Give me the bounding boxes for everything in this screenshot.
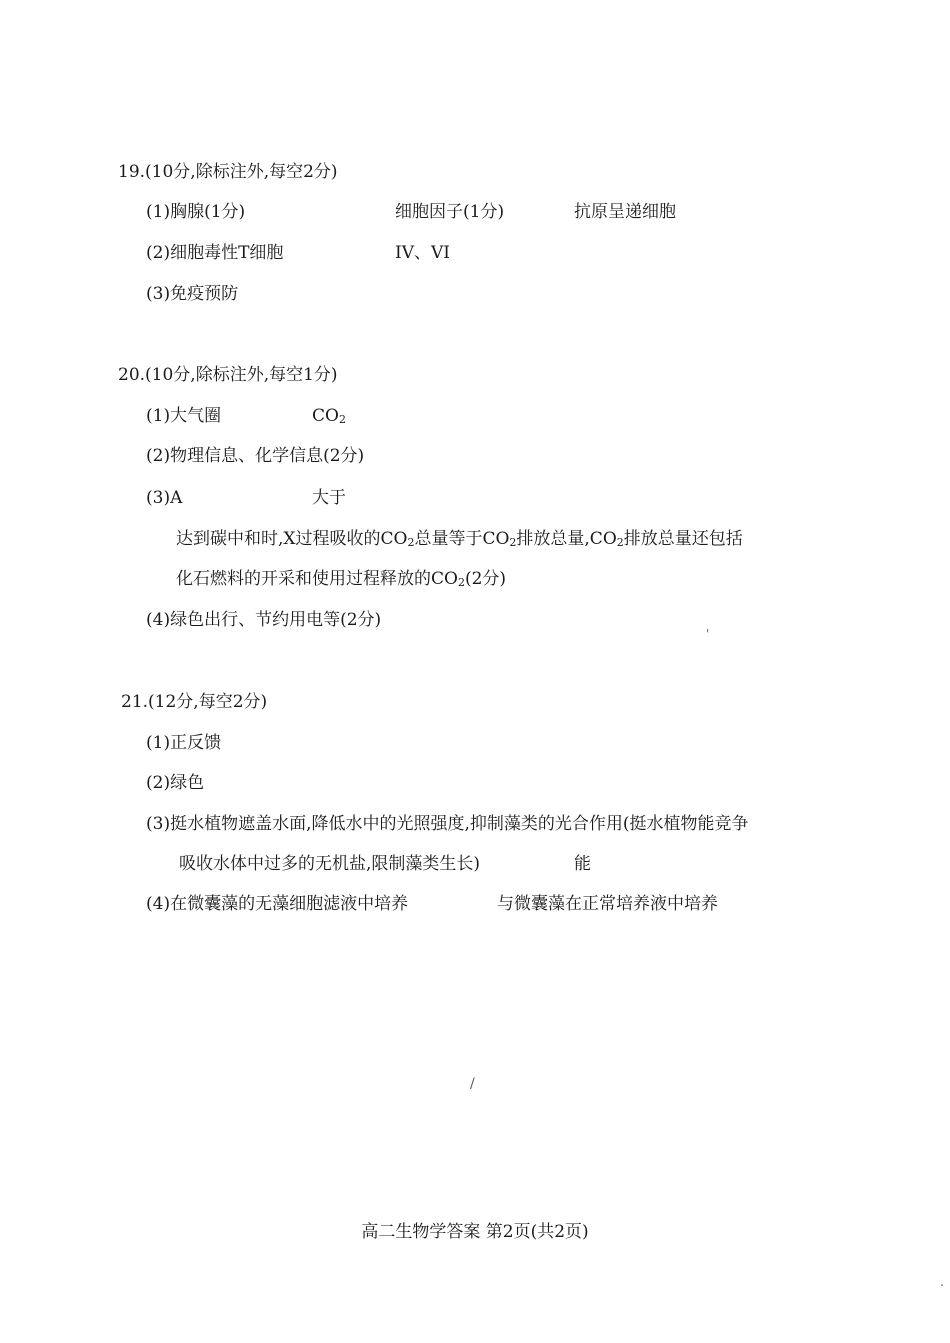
q21-item4-answer-b: 与微囊藻在正常培养液中培养 [497,894,718,914]
q20-item1-answer-a: (1)大气圈 [146,406,222,426]
q21-item4-answer-a: (4)在微囊藻的无藻细胞滤液中培养 [146,894,409,914]
q21-item3-line1: (3)挺水植物遮盖水面,降低水中的光照强度,抑制藻类的光合作用(挺水植物能竞争 [146,814,749,834]
q20-item3-answer-b: 大于 [312,488,346,508]
q21-item1: (1)正反馈 [146,733,222,753]
page-footer: 高二生物学答案 第2页(共2页) [361,1222,589,1242]
q20-item2: (2)物理信息、化学信息(2分) [146,446,365,466]
q20-heading: 20.(10分,除标注外,每空1分) [118,365,338,385]
q19-item2-answer-a: (2)细胞毒性T细胞 [146,243,284,263]
q19-heading: 19.(10分,除标注外,每空2分) [118,162,338,182]
q20-item3-explanation-line2: 化石燃料的开采和使用过程释放的$CO_2(2$分) [176,569,507,589]
q21-heading: 21.(12分,每空2分) [121,692,268,712]
q21-item3-line2 [179,852,779,876]
q19-item1-answer-b: 细胞因子(1分) [395,202,505,222]
q20-item3 [146,486,746,510]
q19-item3: (3)免疫预防 [146,284,239,304]
q20-item1 [146,404,746,428]
q19-item1-answer-a: (1)胸腺(1分) [146,202,246,222]
q20-item3-explanation-line1: 达到碳中和时,X过程吸收的$CO_2$总量等于$CO_2$排放总量$,CO_2$排放总量还包括 [176,529,743,549]
q20-item1-answer-b: $CO_2$ [312,406,346,426]
q21-item3-answer-b: 能 [574,854,591,874]
q20-item3-answer-a: (3)A [146,488,183,508]
q21-item3-answer-a: 吸收水体中过多的无机盐,限制藻类生长) [179,854,481,874]
q21-item2: (2)绿色 [146,773,205,793]
scan-speck: . [940,1275,944,1289]
q19-item2-answer-b: IV、VI [395,243,450,263]
q19-item1-answer-c: 抗原呈递细胞 [574,202,676,222]
q20-item4: (4)绿色出行、节约用电等(2分) [146,610,382,630]
scan-speck: ' [706,627,710,641]
q21-item4 [146,892,846,916]
scan-speck: / [470,1076,475,1092]
q19-item1 [146,200,846,224]
q19-item2 [146,241,846,265]
